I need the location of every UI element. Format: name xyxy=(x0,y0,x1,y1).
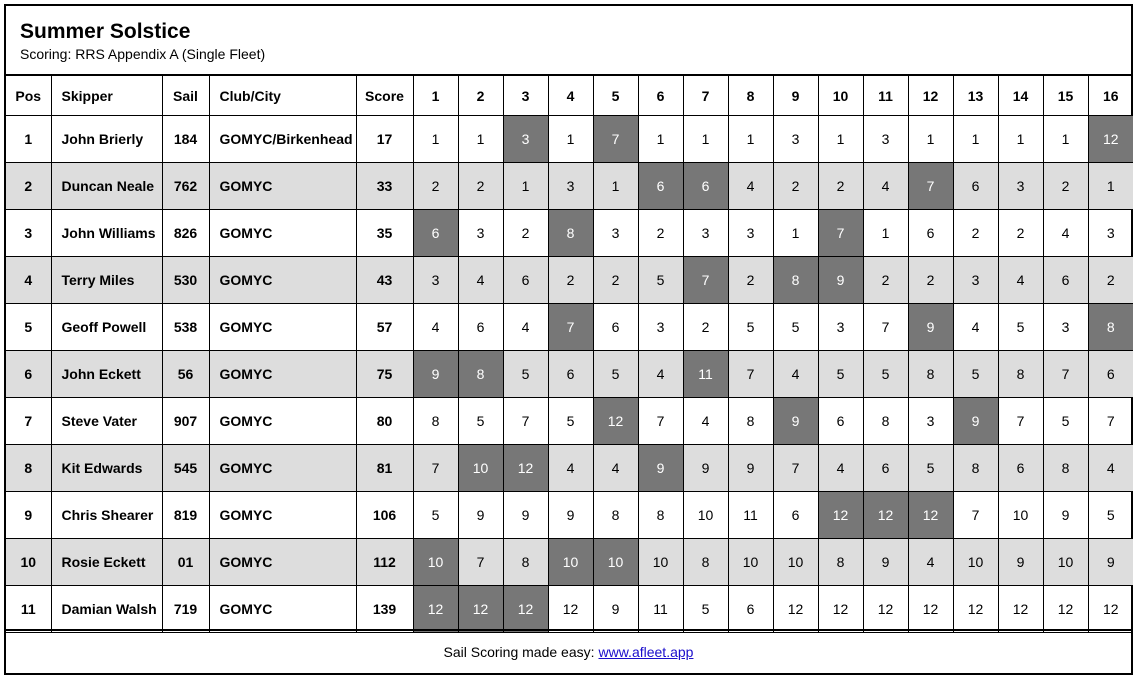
skipper-cell: Rosie Eckett xyxy=(51,539,162,586)
race-score-cell: 6 xyxy=(683,163,728,210)
race-score-cell: 12 xyxy=(1043,586,1088,633)
pos-cell: 8 xyxy=(6,445,51,492)
race-score-cell: 7 xyxy=(773,445,818,492)
skipper-cell: Steve Vater xyxy=(51,398,162,445)
race-score-cell: 8 xyxy=(998,351,1043,398)
sail-cell: 545 xyxy=(162,445,209,492)
race-score-cell: 8 xyxy=(638,492,683,539)
race-score-cell: 8 xyxy=(458,351,503,398)
table-row xyxy=(6,445,1133,492)
club-cell: GOMYC xyxy=(209,351,356,398)
race-score-cell: 7 xyxy=(863,304,908,351)
race-score-cell: 6 xyxy=(458,304,503,351)
race-score-cell: 1 xyxy=(458,116,503,163)
col-race-8: 8 xyxy=(728,76,773,116)
sail-cell: 530 xyxy=(162,257,209,304)
race-score-cell: 6 xyxy=(593,304,638,351)
race-score-cell: 10 xyxy=(458,445,503,492)
race-score-cell: 1 xyxy=(593,163,638,210)
race-score-cell: 12 xyxy=(1088,586,1133,633)
sail-cell: 907 xyxy=(162,398,209,445)
results-sheet xyxy=(4,4,1133,675)
race-score-cell: 2 xyxy=(683,304,728,351)
race-score-cell: 3 xyxy=(998,163,1043,210)
race-score-cell: 9 xyxy=(953,398,998,445)
race-score-cell: 7 xyxy=(638,398,683,445)
race-score-cell: 10 xyxy=(413,539,458,586)
col-race-2: 2 xyxy=(458,76,503,116)
col-race-10: 10 xyxy=(818,76,863,116)
race-score-cell: 4 xyxy=(818,445,863,492)
table-row xyxy=(6,539,1133,586)
event-title: Summer Solstice xyxy=(20,20,191,43)
race-score-cell: 3 xyxy=(1043,304,1088,351)
scoring-system: Scoring: RRS Appendix A (Single Fleet) xyxy=(20,46,266,62)
race-score-cell: 12 xyxy=(908,492,953,539)
race-score-cell: 5 xyxy=(1043,398,1088,445)
race-score-cell: 1 xyxy=(773,210,818,257)
race-score-cell: 3 xyxy=(638,304,683,351)
race-score-cell: 11 xyxy=(728,492,773,539)
race-score-cell: 12 xyxy=(548,586,593,633)
race-score-cell: 8 xyxy=(503,539,548,586)
race-score-cell: 12 xyxy=(458,586,503,633)
race-score-cell: 9 xyxy=(773,398,818,445)
race-score-cell: 8 xyxy=(818,539,863,586)
race-score-cell: 5 xyxy=(818,351,863,398)
race-score-cell: 12 xyxy=(773,586,818,633)
race-score-cell: 5 xyxy=(863,351,908,398)
race-score-cell: 3 xyxy=(818,304,863,351)
col-race-9: 9 xyxy=(773,76,818,116)
footer-text: Sail Scoring made easy: xyxy=(443,644,595,660)
race-score-cell: 1 xyxy=(548,116,593,163)
race-score-cell: 4 xyxy=(728,163,773,210)
skipper-cell: Duncan Neale xyxy=(51,163,162,210)
race-score-cell: 10 xyxy=(548,539,593,586)
score-cell: 112 xyxy=(356,539,413,586)
race-score-cell: 10 xyxy=(683,492,728,539)
col-race-1: 1 xyxy=(413,76,458,116)
race-score-cell: 2 xyxy=(593,257,638,304)
race-score-cell: 2 xyxy=(413,163,458,210)
score-cell: 33 xyxy=(356,163,413,210)
col-race-7: 7 xyxy=(683,76,728,116)
race-score-cell: 6 xyxy=(728,586,773,633)
race-score-cell: 8 xyxy=(863,398,908,445)
race-score-cell: 9 xyxy=(683,445,728,492)
race-score-cell: 5 xyxy=(728,304,773,351)
race-score-cell: 7 xyxy=(458,539,503,586)
race-score-cell: 2 xyxy=(1088,257,1133,304)
race-score-cell: 8 xyxy=(773,257,818,304)
race-score-cell: 7 xyxy=(998,398,1043,445)
race-score-cell: 4 xyxy=(458,257,503,304)
table-row xyxy=(6,398,1133,445)
race-score-cell: 6 xyxy=(818,398,863,445)
race-score-cell: 4 xyxy=(863,163,908,210)
race-score-cell: 12 xyxy=(953,586,998,633)
race-score-cell: 1 xyxy=(503,163,548,210)
score-cell: 80 xyxy=(356,398,413,445)
race-score-cell: 8 xyxy=(548,210,593,257)
race-score-cell: 11 xyxy=(683,351,728,398)
score-cell: 75 xyxy=(356,351,413,398)
club-cell: GOMYC xyxy=(209,304,356,351)
score-cell: 139 xyxy=(356,586,413,633)
skipper-cell: John Brierly xyxy=(51,116,162,163)
pos-cell: 10 xyxy=(6,539,51,586)
race-score-cell: 7 xyxy=(728,351,773,398)
sail-cell: 56 xyxy=(162,351,209,398)
race-score-cell: 8 xyxy=(413,398,458,445)
race-score-cell: 3 xyxy=(503,116,548,163)
sail-cell: 538 xyxy=(162,304,209,351)
race-score-cell: 2 xyxy=(773,163,818,210)
race-score-cell: 3 xyxy=(458,210,503,257)
race-score-cell: 9 xyxy=(638,445,683,492)
race-score-cell: 9 xyxy=(998,539,1043,586)
race-score-cell: 1 xyxy=(908,116,953,163)
skipper-cell: John Williams xyxy=(51,210,162,257)
race-score-cell: 3 xyxy=(593,210,638,257)
col-skipper: Skipper xyxy=(51,76,162,116)
race-score-cell: 2 xyxy=(908,257,953,304)
race-score-cell: 5 xyxy=(548,398,593,445)
race-score-cell: 1 xyxy=(998,116,1043,163)
race-score-cell: 4 xyxy=(683,398,728,445)
race-score-cell: 10 xyxy=(593,539,638,586)
race-score-cell: 5 xyxy=(908,445,953,492)
club-cell: GOMYC xyxy=(209,210,356,257)
skipper-cell: Kit Edwards xyxy=(51,445,162,492)
table-row xyxy=(6,351,1133,398)
race-score-cell: 6 xyxy=(863,445,908,492)
club-cell: GOMYC xyxy=(209,257,356,304)
pos-cell: 6 xyxy=(6,351,51,398)
pos-cell: 11 xyxy=(6,586,51,633)
results-table xyxy=(6,76,1133,633)
table-row xyxy=(6,210,1133,257)
race-score-cell: 4 xyxy=(413,304,458,351)
col-race-15: 15 xyxy=(1043,76,1088,116)
race-score-cell: 12 xyxy=(863,586,908,633)
race-score-cell: 8 xyxy=(593,492,638,539)
race-score-cell: 1 xyxy=(683,116,728,163)
col-race-13: 13 xyxy=(953,76,998,116)
col-club: Club/City xyxy=(209,76,356,116)
race-score-cell: 3 xyxy=(908,398,953,445)
race-score-cell: 9 xyxy=(458,492,503,539)
race-score-cell: 2 xyxy=(548,257,593,304)
afleet-link[interactable]: www.afleet.app xyxy=(598,644,694,660)
table-row xyxy=(6,257,1133,304)
race-score-cell: 7 xyxy=(1043,351,1088,398)
club-cell: GOMYC xyxy=(209,539,356,586)
race-score-cell: 6 xyxy=(548,351,593,398)
skipper-cell: Damian Walsh xyxy=(51,586,162,633)
col-pos: Pos xyxy=(6,76,51,116)
race-score-cell: 5 xyxy=(998,304,1043,351)
race-score-cell: 3 xyxy=(863,116,908,163)
skipper-cell: Geoff Powell xyxy=(51,304,162,351)
race-score-cell: 5 xyxy=(503,351,548,398)
race-score-cell: 9 xyxy=(413,351,458,398)
race-score-cell: 12 xyxy=(593,398,638,445)
score-cell: 57 xyxy=(356,304,413,351)
race-score-cell: 2 xyxy=(638,210,683,257)
race-score-cell: 7 xyxy=(503,398,548,445)
race-score-cell: 2 xyxy=(818,163,863,210)
pos-cell: 9 xyxy=(6,492,51,539)
race-score-cell: 5 xyxy=(413,492,458,539)
race-score-cell: 8 xyxy=(953,445,998,492)
sail-cell: 01 xyxy=(162,539,209,586)
race-score-cell: 12 xyxy=(503,445,548,492)
club-cell: GOMYC xyxy=(209,492,356,539)
race-score-cell: 10 xyxy=(638,539,683,586)
score-cell: 43 xyxy=(356,257,413,304)
sail-cell: 762 xyxy=(162,163,209,210)
race-score-cell: 11 xyxy=(638,586,683,633)
race-score-cell: 2 xyxy=(503,210,548,257)
race-score-cell: 2 xyxy=(458,163,503,210)
race-score-cell: 1 xyxy=(953,116,998,163)
race-score-cell: 3 xyxy=(1088,210,1133,257)
race-score-cell: 9 xyxy=(1088,539,1133,586)
club-cell: GOMYC xyxy=(209,445,356,492)
race-score-cell: 7 xyxy=(683,257,728,304)
table-row xyxy=(6,304,1133,351)
sail-cell: 819 xyxy=(162,492,209,539)
race-score-cell: 6 xyxy=(413,210,458,257)
col-race-12: 12 xyxy=(908,76,953,116)
race-score-cell: 4 xyxy=(1088,445,1133,492)
table-row xyxy=(6,163,1133,210)
race-score-cell: 8 xyxy=(908,351,953,398)
col-race-14: 14 xyxy=(998,76,1043,116)
race-score-cell: 6 xyxy=(638,163,683,210)
race-score-cell: 7 xyxy=(1088,398,1133,445)
race-score-cell: 7 xyxy=(908,163,953,210)
race-score-cell: 12 xyxy=(863,492,908,539)
pos-cell: 7 xyxy=(6,398,51,445)
race-score-cell: 3 xyxy=(728,210,773,257)
race-score-cell: 4 xyxy=(908,539,953,586)
race-score-cell: 8 xyxy=(1043,445,1088,492)
score-cell: 81 xyxy=(356,445,413,492)
sail-cell: 184 xyxy=(162,116,209,163)
race-score-cell: 2 xyxy=(998,210,1043,257)
table-row xyxy=(6,586,1133,633)
col-race-11: 11 xyxy=(863,76,908,116)
race-score-cell: 9 xyxy=(908,304,953,351)
skipper-cell: Terry Miles xyxy=(51,257,162,304)
race-score-cell: 9 xyxy=(863,539,908,586)
col-race-6: 6 xyxy=(638,76,683,116)
pos-cell: 4 xyxy=(6,257,51,304)
col-race-3: 3 xyxy=(503,76,548,116)
score-cell: 106 xyxy=(356,492,413,539)
race-score-cell: 12 xyxy=(908,586,953,633)
race-score-cell: 9 xyxy=(818,257,863,304)
race-score-cell: 1 xyxy=(638,116,683,163)
race-score-cell: 9 xyxy=(593,586,638,633)
sail-cell: 719 xyxy=(162,586,209,633)
col-sail: Sail xyxy=(162,76,209,116)
race-score-cell: 4 xyxy=(773,351,818,398)
race-score-cell: 9 xyxy=(503,492,548,539)
race-score-cell: 12 xyxy=(413,586,458,633)
race-score-cell: 12 xyxy=(818,586,863,633)
club-cell: GOMYC xyxy=(209,163,356,210)
race-score-cell: 4 xyxy=(548,445,593,492)
race-score-cell: 10 xyxy=(773,539,818,586)
pos-cell: 3 xyxy=(6,210,51,257)
race-score-cell: 9 xyxy=(728,445,773,492)
race-score-cell: 1 xyxy=(818,116,863,163)
sail-cell: 826 xyxy=(162,210,209,257)
race-score-cell: 6 xyxy=(953,163,998,210)
race-score-cell: 9 xyxy=(548,492,593,539)
pos-cell: 2 xyxy=(6,163,51,210)
race-score-cell: 8 xyxy=(683,539,728,586)
skipper-cell: Chris Shearer xyxy=(51,492,162,539)
race-score-cell: 2 xyxy=(1043,163,1088,210)
race-score-cell: 1 xyxy=(1088,163,1133,210)
race-score-cell: 3 xyxy=(413,257,458,304)
race-score-cell: 1 xyxy=(413,116,458,163)
race-score-cell: 6 xyxy=(998,445,1043,492)
pos-cell: 5 xyxy=(6,304,51,351)
race-score-cell: 4 xyxy=(953,304,998,351)
race-score-cell: 7 xyxy=(953,492,998,539)
race-score-cell: 4 xyxy=(638,351,683,398)
header xyxy=(6,6,1131,76)
race-score-cell: 12 xyxy=(503,586,548,633)
race-score-cell: 6 xyxy=(503,257,548,304)
race-score-cell: 12 xyxy=(998,586,1043,633)
race-score-cell: 3 xyxy=(548,163,593,210)
race-score-cell: 2 xyxy=(728,257,773,304)
club-cell: GOMYC xyxy=(209,398,356,445)
race-score-cell: 5 xyxy=(638,257,683,304)
score-cell: 35 xyxy=(356,210,413,257)
race-score-cell: 12 xyxy=(818,492,863,539)
skipper-cell: John Eckett xyxy=(51,351,162,398)
race-score-cell: 2 xyxy=(863,257,908,304)
race-score-cell: 1 xyxy=(728,116,773,163)
footer xyxy=(6,629,1131,673)
race-score-cell: 4 xyxy=(1043,210,1088,257)
race-score-cell: 8 xyxy=(728,398,773,445)
race-score-cell: 7 xyxy=(548,304,593,351)
header-row xyxy=(6,76,1133,116)
race-score-cell: 10 xyxy=(953,539,998,586)
col-race-16: 16 xyxy=(1088,76,1133,116)
race-score-cell: 7 xyxy=(413,445,458,492)
col-race-4: 4 xyxy=(548,76,593,116)
race-score-cell: 3 xyxy=(773,116,818,163)
race-score-cell: 5 xyxy=(773,304,818,351)
race-score-cell: 7 xyxy=(818,210,863,257)
race-score-cell: 12 xyxy=(1088,116,1133,163)
club-cell: GOMYC xyxy=(209,586,356,633)
race-score-cell: 10 xyxy=(728,539,773,586)
race-score-cell: 4 xyxy=(593,445,638,492)
race-score-cell: 10 xyxy=(1043,539,1088,586)
race-score-cell: 9 xyxy=(1043,492,1088,539)
table-row xyxy=(6,492,1133,539)
table-row xyxy=(6,116,1133,163)
race-score-cell: 6 xyxy=(773,492,818,539)
race-score-cell: 5 xyxy=(1088,492,1133,539)
col-score: Score xyxy=(356,76,413,116)
race-score-cell: 5 xyxy=(458,398,503,445)
club-cell: GOMYC/Birkenhead xyxy=(209,116,356,163)
race-score-cell: 6 xyxy=(908,210,953,257)
results-body xyxy=(6,116,1133,633)
race-score-cell: 7 xyxy=(593,116,638,163)
race-score-cell: 1 xyxy=(1043,116,1088,163)
race-score-cell: 3 xyxy=(683,210,728,257)
score-cell: 17 xyxy=(356,116,413,163)
race-score-cell: 4 xyxy=(503,304,548,351)
race-score-cell: 5 xyxy=(953,351,998,398)
col-race-5: 5 xyxy=(593,76,638,116)
pos-cell: 1 xyxy=(6,116,51,163)
race-score-cell: 10 xyxy=(998,492,1043,539)
race-score-cell: 1 xyxy=(863,210,908,257)
race-score-cell: 5 xyxy=(683,586,728,633)
race-score-cell: 5 xyxy=(593,351,638,398)
race-score-cell: 4 xyxy=(998,257,1043,304)
race-score-cell: 2 xyxy=(953,210,998,257)
race-score-cell: 6 xyxy=(1088,351,1133,398)
race-score-cell: 3 xyxy=(953,257,998,304)
race-score-cell: 6 xyxy=(1043,257,1088,304)
race-score-cell: 8 xyxy=(1088,304,1133,351)
